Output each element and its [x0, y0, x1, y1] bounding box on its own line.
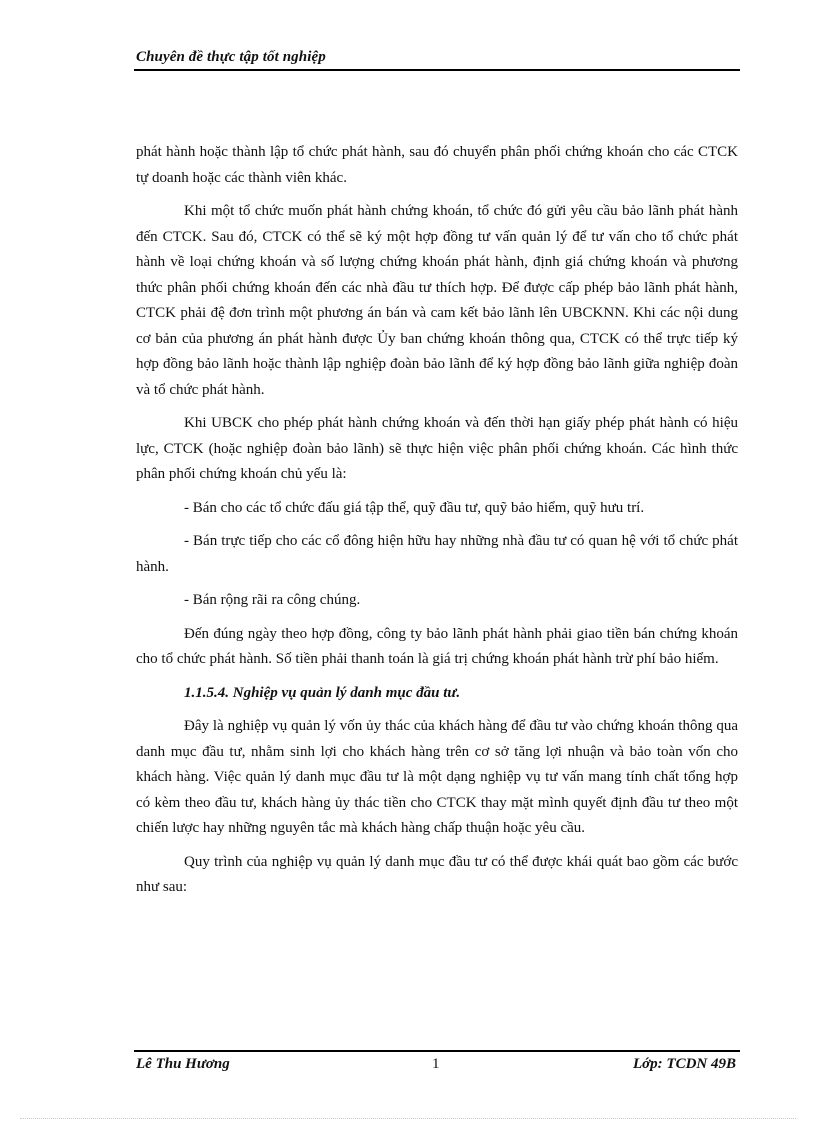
header-divider [134, 69, 740, 71]
page-number: 1 [432, 1056, 440, 1072]
paragraph-process-intro: Quy trình của nghiệp vụ quản lý danh mục đầu tư có thể được khái quát bao gồm các bước như sau: [136, 853, 738, 895]
paragraph-portfolio-management: Đây là nghiệp vụ quản lý vốn ủy thác của khách hàng để đầu tư vào chứng khoán thông qua danh mục đầu tư, nhằm sinh lợi cho khách hàng trên cơ sở tăng lợi nhuận và bảo toàn vốn cho khách hàng. Việc quản lý danh mục đầu tư là một dạng nghiệp vụ tư vấn mang tính chất tổng hợp có kèm theo đầu tư, khách hàng ủy thác tiền cho CTCK thay mặt mình quyết định đầu tư theo một chiến lược hay những nguyên tắc mà khách hàng chấp thuận hoặc yêu cầu. [136, 718, 738, 836]
paragraph-continuation: phát hành hoặc thành lập tổ chức phát hành, sau đó chuyển phân phối chứng khoán cho các CTCK tự doanh hoặc các thành viên khác. [136, 144, 738, 186]
paragraph-settlement: Đến đúng ngày theo hợp đồng, công ty bảo lãnh phát hành phải giao tiền bán chứng khoán cho tổ chức phát hành. Số tiền phải thanh toán là giá trị chứng khoán phát hành trừ phí bảo hiểm. [136, 625, 738, 667]
page-header-title: Chuyên đề thực tập tốt nghiệp [136, 49, 326, 65]
section-heading: 1.1.5.4. Nghiệp vụ quản lý danh mục đầu tư. [184, 684, 461, 701]
footer-author: Lê Thu Hương [136, 1056, 230, 1072]
page-bottom-dotted-border [20, 1118, 796, 1119]
paragraph-underwriting-request: Khi một tổ chức muốn phát hành chứng khoán, tổ chức đó gửi yêu cầu bảo lãnh phát hành đến CTCK. Sau đó, CTCK có thể sẽ ký một hợp đồng tư vấn quản lý để tư vấn cho tổ chức phát hành về loại chứng khoán và số lượng chứng khoán phát hành, định giá chứng khoán và phương thức phân phối chứng khoán đến các nhà đầu tư thích hợp. Để được cấp phép bảo lãnh phát hành, CTCK phải đệ đơn trình một phương án bán và cam kết bảo lãnh lên UBCKNN. Khi các nội dung cơ bản của phương án phát hành được Ủy ban chứng khoán thông qua, CTCK có thể trực tiếp ký hợp đồng bảo lãnh hoặc thành lập nghiệp đoàn bảo lãnh để ký hợp đồng bảo lãnh giữa nghiệp đoàn và tổ chức phát hành. [136, 203, 738, 398]
paragraph-distribution: Khi UBCK cho phép phát hành chứng khoán và đến thời hạn giấy phép phát hành có hiệu lực, CTCK (hoặc nghiệp đoàn bảo lãnh) sẽ thực hiện việc phân phối chứng khoán. Các hình thức phân phối chứng khoán chủ yếu là: [136, 415, 738, 482]
list-item-auction: - Bán cho các tổ chức đấu giá tập thể, quỹ đầu tư, quỹ bảo hiểm, quỹ hưu trí. [184, 499, 645, 516]
page-footer [136, 1056, 740, 1078]
document-body [136, 140, 738, 909]
list-item-public-sale: - Bán rộng rãi ra công chúng. [184, 592, 361, 608]
footer-class-label: Lớp: TCDN 49B [632, 1056, 736, 1072]
footer-divider [134, 1050, 740, 1052]
list-item-direct-sale: - Bán trực tiếp cho các cổ đông hiện hữu hay những nhà đầu tư có quan hệ với tổ chức phát hành. [136, 533, 738, 575]
